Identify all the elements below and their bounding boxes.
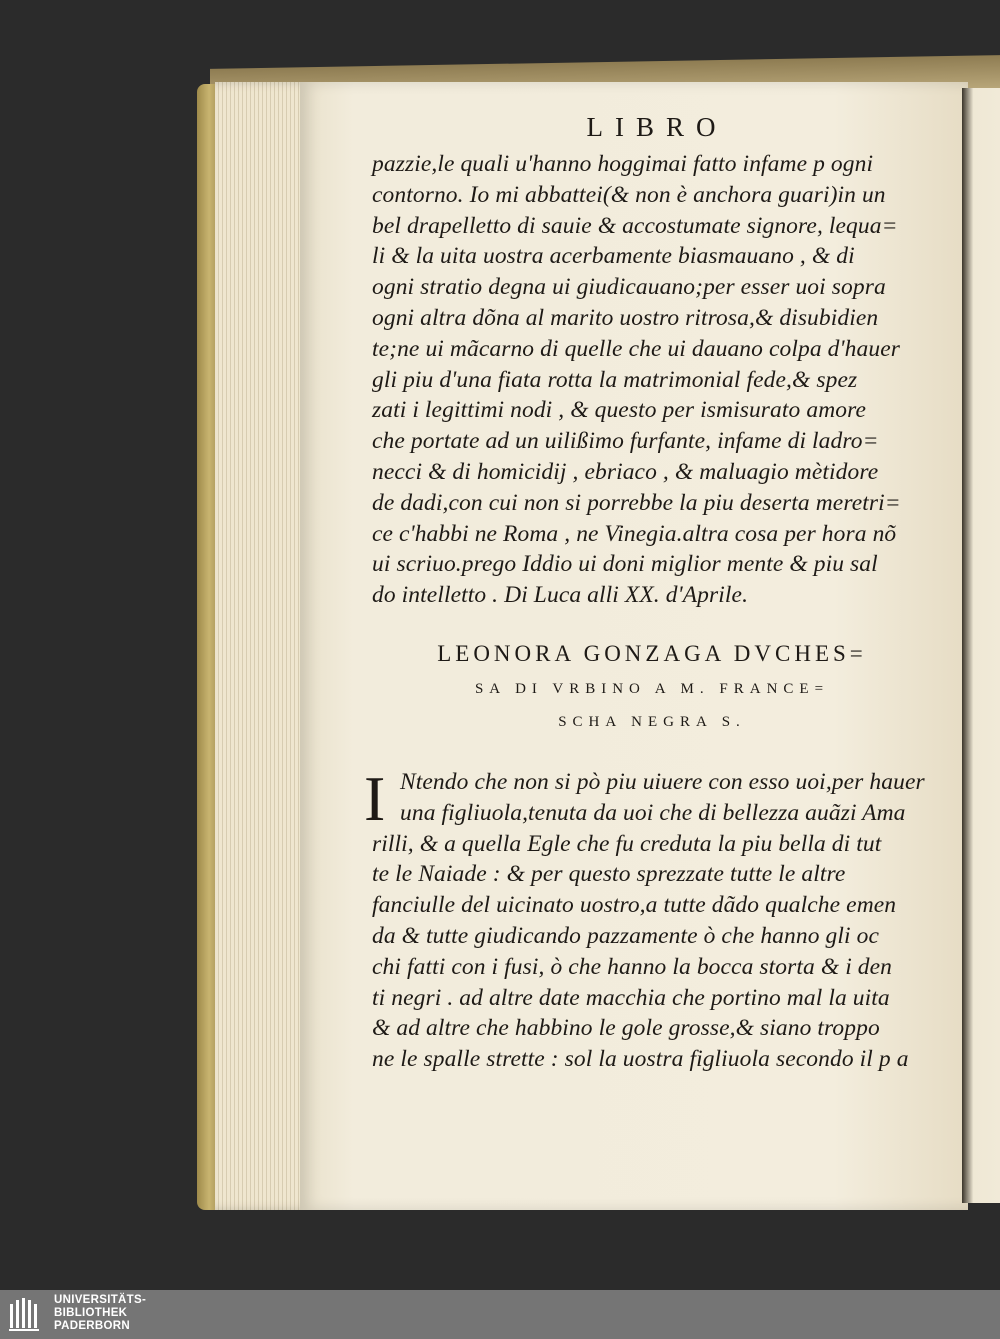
logo-line: PADERBORN: [54, 1320, 130, 1332]
drop-cap: I: [364, 762, 386, 834]
text-line: Ntendo che non si pò piu uiuere con esso uoi,per hauer: [400, 768, 925, 795]
text-line: fanciulle del uicinato uostro,a tutte dãdo qualche emen: [372, 892, 897, 919]
text-line: de dadi,con cui non si porrebbe la piu deserta meretri=: [372, 489, 901, 516]
library-logo-icon: [8, 1296, 48, 1332]
letter-heading: LEONORA GONZAGA DVCHES=: [437, 640, 867, 666]
library-logo-text: [54, 1294, 146, 1333]
page-text: [364, 112, 932, 1075]
text-line: chi fatti con i fusi, ò che hanno la bocca storta & i den: [372, 953, 893, 980]
text-line: ne le spalle strette : sol la uostra figliuola secondo il p a: [372, 1046, 909, 1073]
text-line: zati i legittimi nodi , & questo per ismisurato amore: [372, 397, 867, 424]
running-head: LIBRO: [586, 112, 728, 142]
text-line: & ad altre che habbino le gole grosse,& siano troppo: [372, 1015, 880, 1042]
text-line: contorno. Io mi abbattei(& non è anchora guari)in un: [372, 181, 886, 208]
text-line: ogni altra dõna al marito uostro ritrosa,& disubidien: [372, 304, 879, 331]
text-line: rilli, & a quella Egle che fu creduta la piu bella di tut: [372, 830, 882, 857]
logo-line: BIBLIOTHEK: [54, 1307, 128, 1319]
text-line: ce c'habbi ne Roma , ne Vinegia.altra cosa per hora nõ: [372, 520, 897, 547]
letter-heading: SCHA NEGRA S.: [558, 713, 746, 730]
text-line: necci & di homicidij , ebriaco , & maluagio mètidore: [372, 458, 879, 485]
text-line: bel drapelletto di sauie & accostumate signore, lequa=: [372, 212, 898, 239]
text-line: ui scriuo.prego Iddio ui doni miglior mente & piu sal: [372, 551, 878, 578]
letter-2: [364, 762, 932, 1075]
text-line: te le Naiade : & per questo sprezzate tutte le altre: [372, 861, 846, 888]
text-line: una figliuola,tenuta da uoi che di bellezza auãzi Ama: [400, 799, 906, 826]
text-line: do intelletto . Di Luca alli XX. d'Aprile.: [372, 582, 749, 609]
text-line: te;ne ui mãcarno di quelle che ui dauano colpa d'hauer: [372, 335, 900, 362]
text-line: ogni stratio degna ui giudicauano;per esser uoi sopra: [372, 274, 886, 301]
library-footer-bar: [0, 1290, 1000, 1339]
text-line: da & tutte giudicando pazzamente ò che hanno gli oc: [372, 922, 880, 949]
text-line: pazzie,le quali u'hanno hoggimai fatto infame p ogni: [372, 151, 874, 177]
logo-line: UNIVERSITÄTS-: [54, 1294, 147, 1306]
text-line: ti negri . ad altre date macchia che portino mal la uita: [372, 984, 890, 1011]
text-line: che portate ad un uilißimo furfante, infame di ladro=: [372, 428, 879, 455]
text-line: li & la uita uostra acerbamente biasmauano , & di: [372, 243, 855, 270]
letter-heading: SA DI VRBINO A M. FRANCE=: [474, 680, 830, 697]
facing-page-edge: [962, 88, 1000, 1203]
text-line: gli piu d'una fiata rotta la matrimonial fede,& spez: [372, 366, 858, 393]
letter-1: [372, 149, 932, 611]
